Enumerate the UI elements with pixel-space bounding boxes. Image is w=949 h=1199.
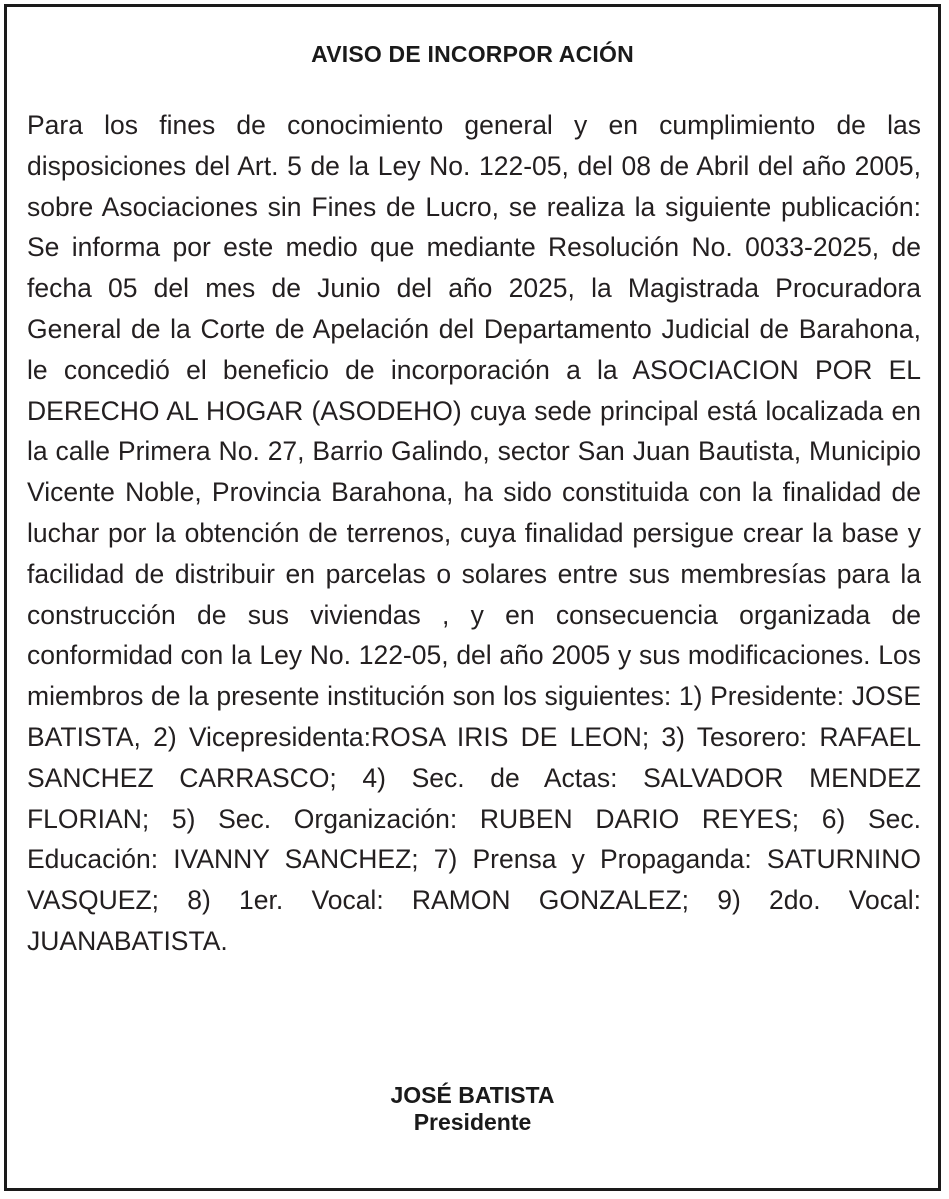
signature-block bbox=[7, 1081, 938, 1135]
signatory-name: JOSÉ BATISTA bbox=[390, 1082, 555, 1108]
legal-notice bbox=[4, 4, 941, 1191]
notice-body: Para los fines de conocimiento general y en cumplimiento de las disposiciones del Art. 5 de la Ley No. 122-05, del 08 de Abril del año 2005, sobre Asociaciones sin Fines de Lucro, se realiza la siguiente publicación: Se informa por este medio que mediante Resolución No. 0033-2025, de fecha 05 del mes de Junio del año 2025, la Magistrada Procuradora General de la Corte de Apelación del Departamento Judicial de Barahona, le concedió el beneficio de incorporación a la ASOCIACION POR EL DERECHO AL HOGAR (ASODEHO) cuya sede principal está localizada en la calle Primera No. 27, Barrio Galindo, sector San Juan Bautista, Municipio Vicente Noble, Provincia Barahona, ha sido constituida con la finalidad de luchar por la obtención de terrenos, cuya finalidad persigue crear la base y facilidad de distribuir en parcelas o solares entre sus membresías para la construcción de sus viviendas , y en consecuencia organizada de conformidad con la Ley No. 122-05, del año 2005 y sus modificaciones. Los miembros de la presente institución son los siguientes: 1) Presidente: JOSE BATISTA, 2) Vicepresidenta:ROSA IRIS DE LEON; 3) Tesorero: RAFAEL SANCHEZ CARRASCO; 4) Sec. de Actas: SALVADOR MENDEZ FLORIAN; 5) Sec. Organización: RUBEN DARIO REYES; 6) Sec. Educación: IVANNY SANCHEZ; 7) Prensa y Propaganda: SATURNINO VASQUEZ; 8) 1er. Vocal: RAMON GONZALEZ; 9) 2do. Vocal: JUANABATISTA. bbox=[27, 110, 921, 956]
signatory-role: Presidente bbox=[413, 1109, 532, 1135]
notice-title: AVISO DE INCORPOR ACIÓN bbox=[311, 41, 634, 67]
